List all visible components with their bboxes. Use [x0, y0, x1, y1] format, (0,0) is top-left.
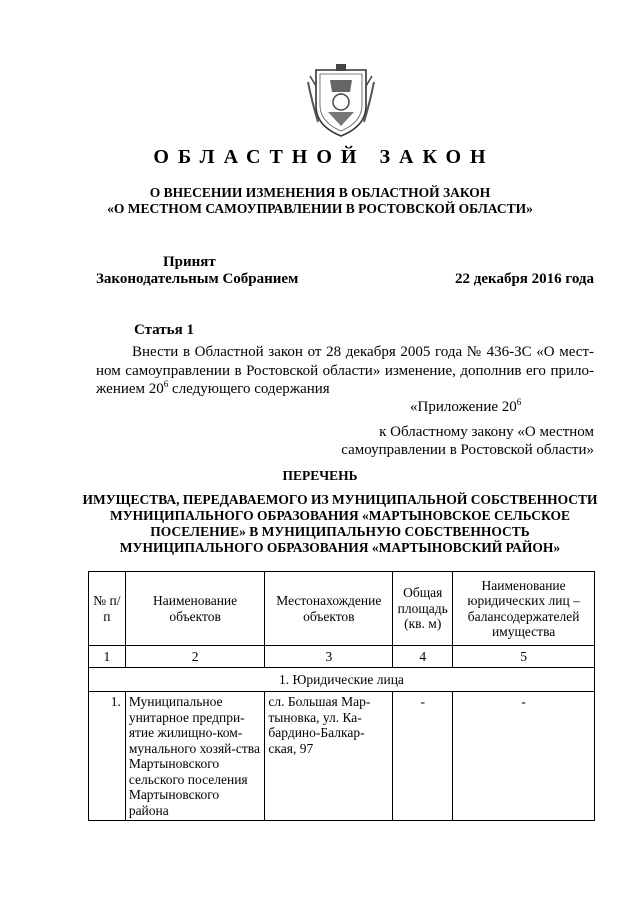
table-header-cell: № п/п	[89, 572, 126, 646]
law-title: ОБЛАСТНОЙ ЗАКОН	[153, 146, 495, 168]
list-subheading-line: ПОСЕЛЕНИЕ» В МУНИЦИПАЛЬНУЮ СОБСТВЕННОСТЬ	[150, 524, 530, 539]
law-subtitle	[80, 185, 560, 217]
appendix-label: «Приложение 20	[410, 399, 517, 415]
article-text	[96, 343, 594, 399]
list-subheading-line: МУНИЦИПАЛЬНОГО ОБРАЗОВАНИЯ «МАРТЫНОВСКОЕ СЕЛЬСКОЕ	[110, 508, 570, 523]
list-subheading-line: ИМУЩЕСТВА, ПЕРЕДАВАЕМОГО ИЗ МУНИЦИПАЛЬНОЙ СОБСТВЕННОСТИ	[82, 492, 598, 507]
table-column-number-row	[89, 646, 595, 668]
table-header-cell: Наименование юридических лиц – балансодержателей имущества	[453, 572, 595, 646]
article-heading: Статья 1	[134, 322, 194, 338]
article-text-main: Внести в Областной закон от 28 декабря 2005 года № 436-ЗС «О мест-ном самоуправлении в Ростовской области» изменение, дополнив его прило-жением 20	[96, 344, 594, 397]
coat-of-arms-emblem	[306, 62, 376, 138]
row-number-cell: 1.	[89, 692, 126, 821]
list-subheading	[80, 492, 600, 556]
adopted-date: 22 декабря 2016 года	[455, 271, 594, 287]
column-number-cell: 5	[453, 646, 595, 668]
article-text-sup: 6	[163, 379, 169, 389]
row-name-cell: Муниципальное унитарное предпри-ятие жилищно-ком-мунального хозяй-ства Мартыновского сельского поселения Мартыновского района	[125, 692, 265, 821]
law-subtitle-line: О ВНЕСЕНИИ ИЗМЕНЕНИЯ В ОБЛАСТНОЙ ЗАКОН	[149, 185, 491, 200]
section-title-cell: 1. Юридические лица	[89, 668, 595, 692]
appendix-label-sup: 6	[516, 397, 522, 407]
adopted-label: Принят	[163, 254, 216, 270]
list-heading: ПЕРЕЧЕНЬ	[282, 468, 358, 483]
appendix-ref-line: самоуправлении в Ростовской области»	[341, 442, 594, 458]
article-text-end: следующего содержания	[168, 381, 330, 397]
appendix-reference	[330, 398, 594, 460]
appendix-ref-line: к Областному закону «О местном	[379, 423, 594, 440]
table-header-cell: Наименование объектов	[125, 572, 265, 646]
column-number-cell: 4	[393, 646, 453, 668]
list-subheading-line: МУНИЦИПАЛЬНОГО ОБРАЗОВАНИЯ «МАРТЫНОВСКИЙ РАЙОН»	[119, 540, 561, 555]
table-header-cell: Местонахождение объектов	[265, 572, 393, 646]
table-section-row	[89, 668, 595, 692]
table-header-cell: Общая площадь (кв. м)	[393, 572, 453, 646]
table-header-row	[89, 572, 595, 646]
adopted-by: Законодательным Собранием	[96, 271, 299, 287]
law-subtitle-line: «О МЕСТНОМ САМОУПРАВЛЕНИИ В РОСТОВСКОЙ ОБЛАСТИ»	[107, 201, 533, 216]
row-area-cell: -	[393, 692, 453, 821]
table-row	[89, 692, 595, 821]
column-number-cell: 3	[265, 646, 393, 668]
column-number-cell: 2	[125, 646, 265, 668]
row-holder-cell: -	[453, 692, 595, 821]
row-location-cell: сл. Большая Мар-тыновка, ул. Ка-бардино-Балкар-ская, 97	[265, 692, 393, 821]
property-table	[88, 571, 595, 821]
column-number-cell: 1	[89, 646, 126, 668]
